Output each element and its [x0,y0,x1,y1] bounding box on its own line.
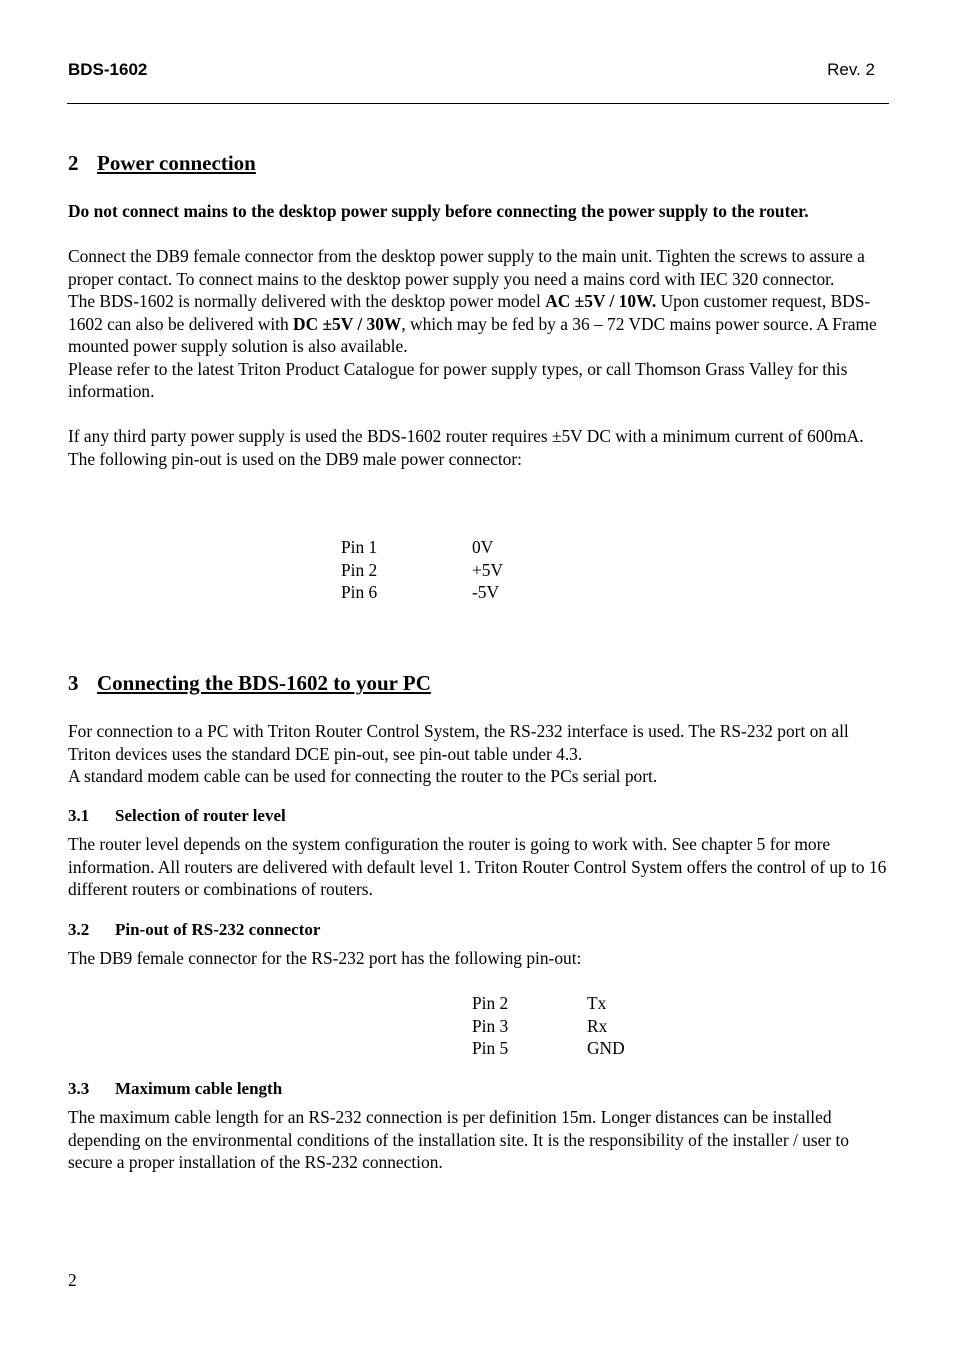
section-2-body [68,200,890,470]
subsection-3-2-text: The DB9 female connector for the RS-232 port has the following pin-out: [68,948,582,968]
revision-label: Rev. 2 [827,60,875,79]
dc-model-spec: DC ±5V / 30W [293,313,402,334]
power-paragraph-2: The BDS-1602 is normally delivered with the desktop power model AC ±5V / 10W. Upon customer request, BDS-1602 can also be delivered with DC ±5V / 30W, which may be fed by a 36 – 72 VDC mains power source. A Frame mounted power supply solution is also available. [68,291,877,356]
pin-row: Pin 2 Tx [472,993,607,1013]
pin-row: Pin 2 +5V [341,559,504,580]
section-2-title: Power connection [97,151,256,175]
document-id: BDS-1602 [68,60,148,79]
subsection-3-2-heading: 3.2 Pin-out of RS-232 connector [68,920,321,939]
section-2-number: 2 [68,151,79,175]
ac-model-spec: AC ±5V / 10W. [545,291,657,311]
power-paragraph-3: Please refer to the latest Triton Product Catalogue for power supply types, or call Thomson Grass Valley for this information. [68,358,848,401]
page-number: 2 [68,1270,77,1290]
subsection-3-1-heading: 3.1 Selection of router level [68,806,286,825]
power-pinout-table [341,536,503,604]
pin-row: Pin 6 -5V [341,582,500,602]
pin-row: Pin 3 Rx [472,1015,608,1036]
pc-paragraph-2: A standard modem cable can be used for connecting the router to the PCs serial port. [68,766,658,786]
power-paragraph-4: If any third party power supply is used the BDS-1602 router requires ±5V DC with a minimum current of 600mA. The following pin-out is used on the DB9 male power connector: [68,426,864,469]
subsection-3-3-heading: 3.3 Maximum cable length [68,1079,283,1098]
section-3-number: 3 [68,671,79,695]
section-3-title: Connecting the BDS-1602 to your PC [97,671,431,695]
section-2-heading [68,151,256,176]
section-3-heading [68,671,431,696]
section-3-body [68,720,890,788]
subsection-3-3-text: The maximum cable length for an RS-232 connection is per definition 15m. Longer distances can be installed depending on the environmental conditions of the installation site. It is the responsibility of the installer / user to secure a proper installation of the RS-232 connection. [68,1107,849,1172]
pin-row: Pin 1 0V [341,537,494,557]
power-warning: Do not connect mains to the desktop power supply before connecting the power supply to the router. [68,201,809,221]
pin-row: Pin 5 GND [472,1038,625,1058]
power-paragraph-1: Connect the DB9 female connector from the desktop power supply to the main unit. Tighten the screws to assure a proper contact. To connect mains to the desktop power supply you need a mains cord with IEC 320 connector. [68,246,865,289]
pc-paragraph-1: For connection to a PC with Triton Router Control System, the RS-232 interface is used. The RS-232 port on all Triton devices uses the standard DCE pin-out, see pin-out table under 4.3. [68,721,849,764]
rs232-pinout-table [472,992,625,1060]
header-divider [67,103,889,104]
subsection-3-1-text: The router level depends on the system configuration the router is going to work with. See chapter 5 for more information. All routers are delivered with default level 1. Triton Router Control System offers the control of up to 16 different routers or combinations of routers. [68,834,887,899]
